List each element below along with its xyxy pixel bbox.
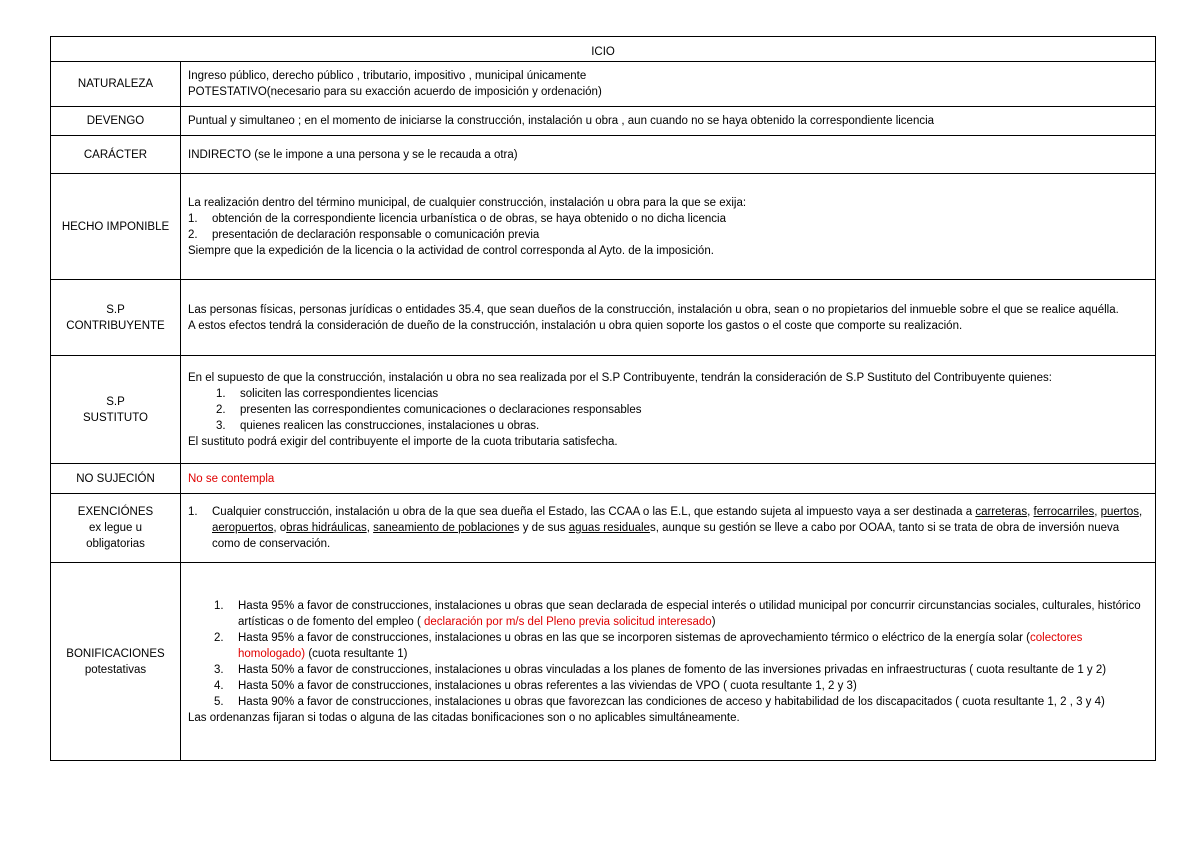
list-number: 2. (188, 228, 198, 241)
icio-summary-sheet (50, 36, 1155, 761)
sustituto-outro: El sustituto podrá exigir del contribuyente el importe de la cuota tributaria satisfecha. (188, 435, 618, 448)
list-text: presenten las correspondientes comunicaciones o declaraciones responsables (240, 403, 642, 416)
underlined-term: aeropuertos (212, 522, 274, 534)
list-text (212, 504, 1147, 552)
text-run: , o (273, 522, 287, 534)
highlight-text: declaración por m/s del Pleno previa solicitud interesado (424, 615, 712, 628)
label-no-sujecion: NO SUJECIÓN (51, 464, 181, 494)
cell-exenciones (181, 494, 1156, 563)
label-bonificaciones (51, 563, 181, 761)
cell-bonificaciones (181, 563, 1156, 761)
row-no-sujecion (51, 464, 1156, 494)
list-number: 3. (214, 663, 224, 676)
label-line: S.P (106, 303, 125, 316)
list-text: Hasta 50% a favor de construcciones, instalaciones u obras vinculadas a los planes de fomento de las inversiones privadas en infraestructuras ( cuota resultante de 1 y 2) (238, 663, 1107, 676)
row-devengo (51, 107, 1156, 136)
list-item (188, 662, 1147, 678)
list-text: presentación de declaración responsable o comunicación previa (212, 228, 540, 241)
table-title: ICIO (51, 37, 1156, 62)
text-run: ) (711, 615, 716, 628)
text-run: s, aunque su gestión se lleve a cabo por OOAA, tanto si se trata de obra de inversión nueva como de conservación. (212, 522, 1120, 550)
label-line: S.P (106, 395, 125, 408)
sustituto-intro: En el supuesto de que la construcción, instalación u obra no sea realizada por el S.P Contribuyente, tendrán la consideración de S.P Sustituto del Contribuyente quienes: (188, 371, 1052, 384)
list-item (188, 227, 1147, 243)
row-hecho-imponible (51, 174, 1156, 280)
text-run: , (1138, 506, 1143, 518)
highlight-text: colectores homologado) (238, 631, 1083, 660)
underlined-term: bras hidráulicas (286, 522, 367, 534)
naturaleza-line2: POTESTATIVO(necesario para su exacción acuerdo de imposición y ordenación) (188, 86, 602, 98)
cell-no-sujecion (181, 464, 1156, 494)
text-run: Hasta 95% a favor de construcciones, instalaciones u obras en las que se incorporen sistemas de aprovechamiento térmico o eléctrico de la energía solar ( (238, 631, 1031, 644)
label-line: SUSTITUTO (83, 411, 148, 424)
row-sp-contribuyente (51, 280, 1156, 356)
label-devengo: DEVENGO (51, 107, 181, 136)
list-text: obtención de la correspondiente licencia urbanística o de obras, se haya obtenido o no dicha licencia (212, 212, 727, 225)
list-item (188, 678, 1147, 694)
label-line: CONTRIBUYENTE (66, 319, 165, 332)
text-run: , (1027, 506, 1031, 518)
underlined-term: puertos (1100, 506, 1139, 518)
list-number: 5. (214, 695, 224, 708)
text-run: , (1094, 506, 1101, 518)
label-line: obligatorias (86, 538, 145, 550)
row-sp-sustituto (51, 356, 1156, 464)
list-item (188, 418, 1147, 434)
text-run: Cualquier construcción, instalación u obra de la que sea dueña el Estado, las CCAA o las E.L, que estando sujeta al impuesto vaya a ser destinada a (212, 506, 976, 518)
list-number: 4. (214, 679, 224, 692)
list-item (188, 630, 1147, 662)
list-item (188, 504, 1147, 552)
underlined-term: carreteras (975, 506, 1028, 518)
label-caracter: CARÁCTER (51, 136, 181, 174)
list-number: 2. (216, 403, 226, 416)
devengo-text: Puntual y simultaneo ; en el momento de iniciarse la construcción, instalación u obra , aun cuando no se haya obtenido la correspondiente licencia (181, 107, 1156, 136)
label-sp-contribuyente (51, 280, 181, 356)
label-exenciones (51, 494, 181, 563)
list-number: 1. (214, 599, 224, 612)
title-row (51, 37, 1156, 62)
contribuyente-p1: Las personas físicas, personas jurídicas o entidades 35.4, que sean dueños de la construcción, instalación u obra, sean o no propietarios del inmueble sobre el que se realice aquélla. (188, 303, 1119, 316)
list-text: quienes realicen las construcciones, instalaciones u obras. (240, 419, 540, 432)
text-run: Hasta 95% a favor de construcciones, instalaciones u obras que sean declarada de especial interés o utilidad municipal por concurrir circunstancias sociales, culturales, histórico artísticas o de fomento del empleo ( (238, 599, 1141, 628)
underlined-term: saneamiento de poblacione (373, 522, 514, 534)
row-bonificaciones (51, 563, 1156, 761)
cell-sp-contribuyente (181, 280, 1156, 356)
label-line: ex legue u (88, 522, 143, 534)
list-text (238, 630, 1147, 662)
naturaleza-line1: Ingreso público, derecho público , tributario, impositivo , municipal únicamente (188, 70, 587, 82)
text-run: s y de sus (513, 522, 569, 534)
label-line: EXENCIÓNES (77, 506, 154, 518)
row-caracter (51, 136, 1156, 174)
hecho-intro: La realización dentro del término municipal, de cualquier construcción, instalación u obra para la que se exija: (188, 196, 747, 209)
underlined-term: aguas residuale (568, 522, 650, 534)
row-exenciones (51, 494, 1156, 563)
list-text: soliciten las correspondientes licencias (240, 387, 439, 400)
row-naturaleza (51, 62, 1156, 107)
list-number: 3. (216, 419, 226, 432)
list-number: 1. (216, 387, 226, 400)
icio-table (50, 36, 1156, 761)
list-item (188, 386, 1147, 402)
list-number: 1. (188, 506, 198, 518)
text-run: (cuota resultante 1) (305, 647, 408, 660)
cell-hecho-imponible (181, 174, 1156, 280)
text-run: , (366, 522, 374, 534)
list-text: Hasta 50% a favor de construcciones, instalaciones u obras referentes a las viviendas de VPO ( cuota resultante 1, 2 y 3) (238, 679, 857, 692)
list-item (188, 694, 1147, 710)
cell-naturaleza (181, 62, 1156, 107)
contribuyente-p2: A estos efectos tendrá la consideración de dueño de la construcción, instalación u obra quien soporte los gastos o el coste que comporte su realización. (188, 319, 963, 332)
label-line: BONIFICACIONES (66, 647, 165, 660)
list-number: 1. (188, 212, 198, 225)
list-text: Hasta 90% a favor de construcciones, instalaciones u obras que favorezcan las condiciones de acceso y habitabilidad de los discapacitados ( cuota resultante 1, 2 , 3 y 4) (238, 695, 1105, 708)
caracter-text: INDIRECTO (se le impone a una persona y se le recauda a otra) (181, 136, 1156, 174)
label-naturaleza: NATURALEZA (51, 62, 181, 107)
list-item (188, 598, 1147, 630)
list-number: 2. (214, 631, 224, 644)
underlined-term: ferrocarriles (1033, 506, 1095, 518)
label-line: potestativas (84, 663, 147, 676)
hecho-outro: Siempre que la expedición de la licencia o la actividad de control corresponda al Ayto. de la imposición. (188, 244, 714, 257)
list-item (188, 402, 1147, 418)
bonificaciones-outro: Las ordenanzas fijaran si todas o alguna de las citadas bonificaciones son o no aplicables simultáneamente. (188, 711, 740, 724)
cell-sp-sustituto (181, 356, 1156, 464)
list-item (188, 211, 1147, 227)
label-hecho-imponible: HECHO IMPONIBLE (51, 174, 181, 280)
label-sp-sustituto (51, 356, 181, 464)
list-text (238, 598, 1147, 630)
no-sujecion-text: No se contempla (188, 472, 275, 485)
